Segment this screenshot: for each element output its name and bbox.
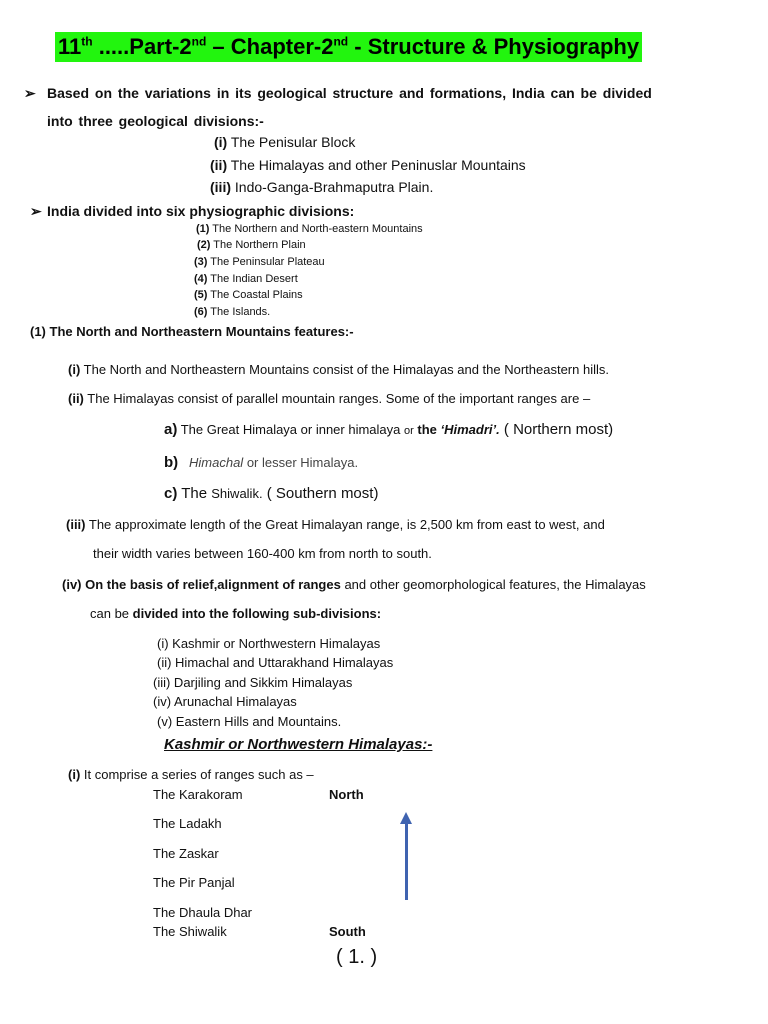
physio-item [194,289,303,301]
range-text: ( Northern most) [499,421,614,438]
para-number: (ii) [68,391,84,406]
range-c [164,485,378,502]
item-number: (4) [194,273,208,285]
paragraph-ii [68,391,590,406]
range-text: The [177,485,212,502]
physio-item [194,306,270,318]
range-label: a) [164,421,178,438]
item-text: The Indian Desert [207,273,298,285]
arrowhead-bullet-icon: ➢ [24,85,36,101]
physio-item [196,223,423,235]
item-number: (ii) [210,157,228,173]
range-text: or lesser Himalaya. [243,455,359,470]
item-text: The Northern and North-eastern Mountains [209,223,423,235]
para-text: can be [90,606,133,621]
title-sup: nd [191,34,207,49]
geo-item [210,179,433,195]
range-text: the [413,422,441,437]
range-label: c) [164,485,178,502]
title-sup: th [81,34,93,49]
subdivision-item: (i) Kashmir or Northwestern Himalayas [157,636,381,651]
section-heading: (1) The North and Northeastern Mountains features:- [30,324,354,339]
physio-item [194,273,298,285]
range-text: ‘Himadri’. [440,422,500,437]
range-name: The Ladakh [153,816,222,831]
range-name: The Shiwalik [153,924,227,939]
title-part: 11 [58,34,82,59]
south-label: South [329,924,366,939]
range-b [164,454,358,471]
page-title [55,32,642,62]
paragraph-iii [66,517,605,532]
title-part: – Chapter-2 [206,34,334,59]
item-number: (2) [197,239,211,251]
item-number: (iii) [210,179,231,195]
item-number: (5) [194,289,208,301]
geo-intro-line2: into three geological divisions:- [47,113,264,129]
item-number: (i) [214,134,228,150]
paragraph-iv [62,577,646,592]
para-text: On the basis of relief,alignment of ranges [81,577,341,592]
item-text: The Himalayas and other Peninuslar Mountains [227,157,526,173]
paragraph-iii-line2: their width varies between 160-400 km from north to south. [93,546,432,561]
item-text: The Northern Plain [210,239,306,251]
physio-item [197,239,306,251]
geo-intro-line1: Based on the variations in its geological structure and formations, India can be divided [47,85,652,101]
item-number: (6) [194,306,208,318]
range-a [164,421,613,438]
range-name: The Pir Panjal [153,875,235,890]
subdivision-item: (ii) Himachal and Uttarakhand Himalayas [157,655,394,670]
para-text: The North and Northeastern Mountains consist of the Himalayas and the Northeastern hills. [80,362,609,377]
page-number: ( 1. ) [336,946,378,968]
paragraph-i [68,362,609,377]
paragraph-iv-line2 [90,606,381,621]
range-text: The Great Himalaya or inner himalaya [177,422,404,437]
item-number: (3) [194,256,208,268]
para-text: The approximate length of the Great Himalayan range, is 2,500 km from east to west, and [85,517,605,532]
para-number: (iii) [66,517,86,532]
arrowhead-bullet-icon: ➢ [30,203,42,219]
title-sup: nd [333,34,349,49]
item-text: Indo-Ganga-Brahmaputra Plain. [231,179,434,195]
item-text: The Islands. [207,306,271,318]
range-name: The Zaskar [153,846,219,861]
geo-item [214,134,355,150]
subdivision-item: (iii) Darjiling and Sikkim Himalayas [153,675,353,690]
subdivision-item: (iv) Arunachal Himalayas [153,694,297,709]
physio-heading: India divided into six physiographic divisions: [47,203,355,219]
title-part: - Structure & Physiography [348,34,640,59]
physio-item [194,256,325,268]
subdivision-item: (v) Eastern Hills and Mountains. [157,714,342,729]
range-text: ( Southern most) [262,485,379,502]
north-label: North [329,787,364,802]
item-text: The Peninsular Plateau [207,256,325,268]
para-text: The Himalayas consist of parallel mountain ranges. Some of the important ranges are – [83,391,591,406]
item-text: The Coastal Plains [207,289,303,301]
para-number: (i) [68,362,81,377]
range-label: b) [164,454,179,471]
para-number: (i) [68,767,81,782]
range-text: or [403,425,414,437]
para-number: (iv) [62,577,82,592]
geo-item [210,157,526,173]
range-text: Himachal [189,455,244,470]
para-text: and other geomorphological features, the Himalayas [340,577,646,592]
range-name: The Karakoram [153,787,243,802]
kashmir-paragraph-i [68,767,314,782]
range-text: Shiwalik. [211,486,263,501]
para-text: It comprise a series of ranges such as – [80,767,314,782]
item-number: (1) [196,223,210,235]
title-part: .....Part-2 [92,34,192,59]
item-text: The Penisular Block [227,134,356,150]
up-arrow-icon [405,822,408,900]
range-name: The Dhaula Dhar [153,905,252,920]
kashmir-heading: Kashmir or Northwestern Himalayas:- [164,736,433,753]
para-text: divided into the following sub-divisions: [132,606,382,621]
